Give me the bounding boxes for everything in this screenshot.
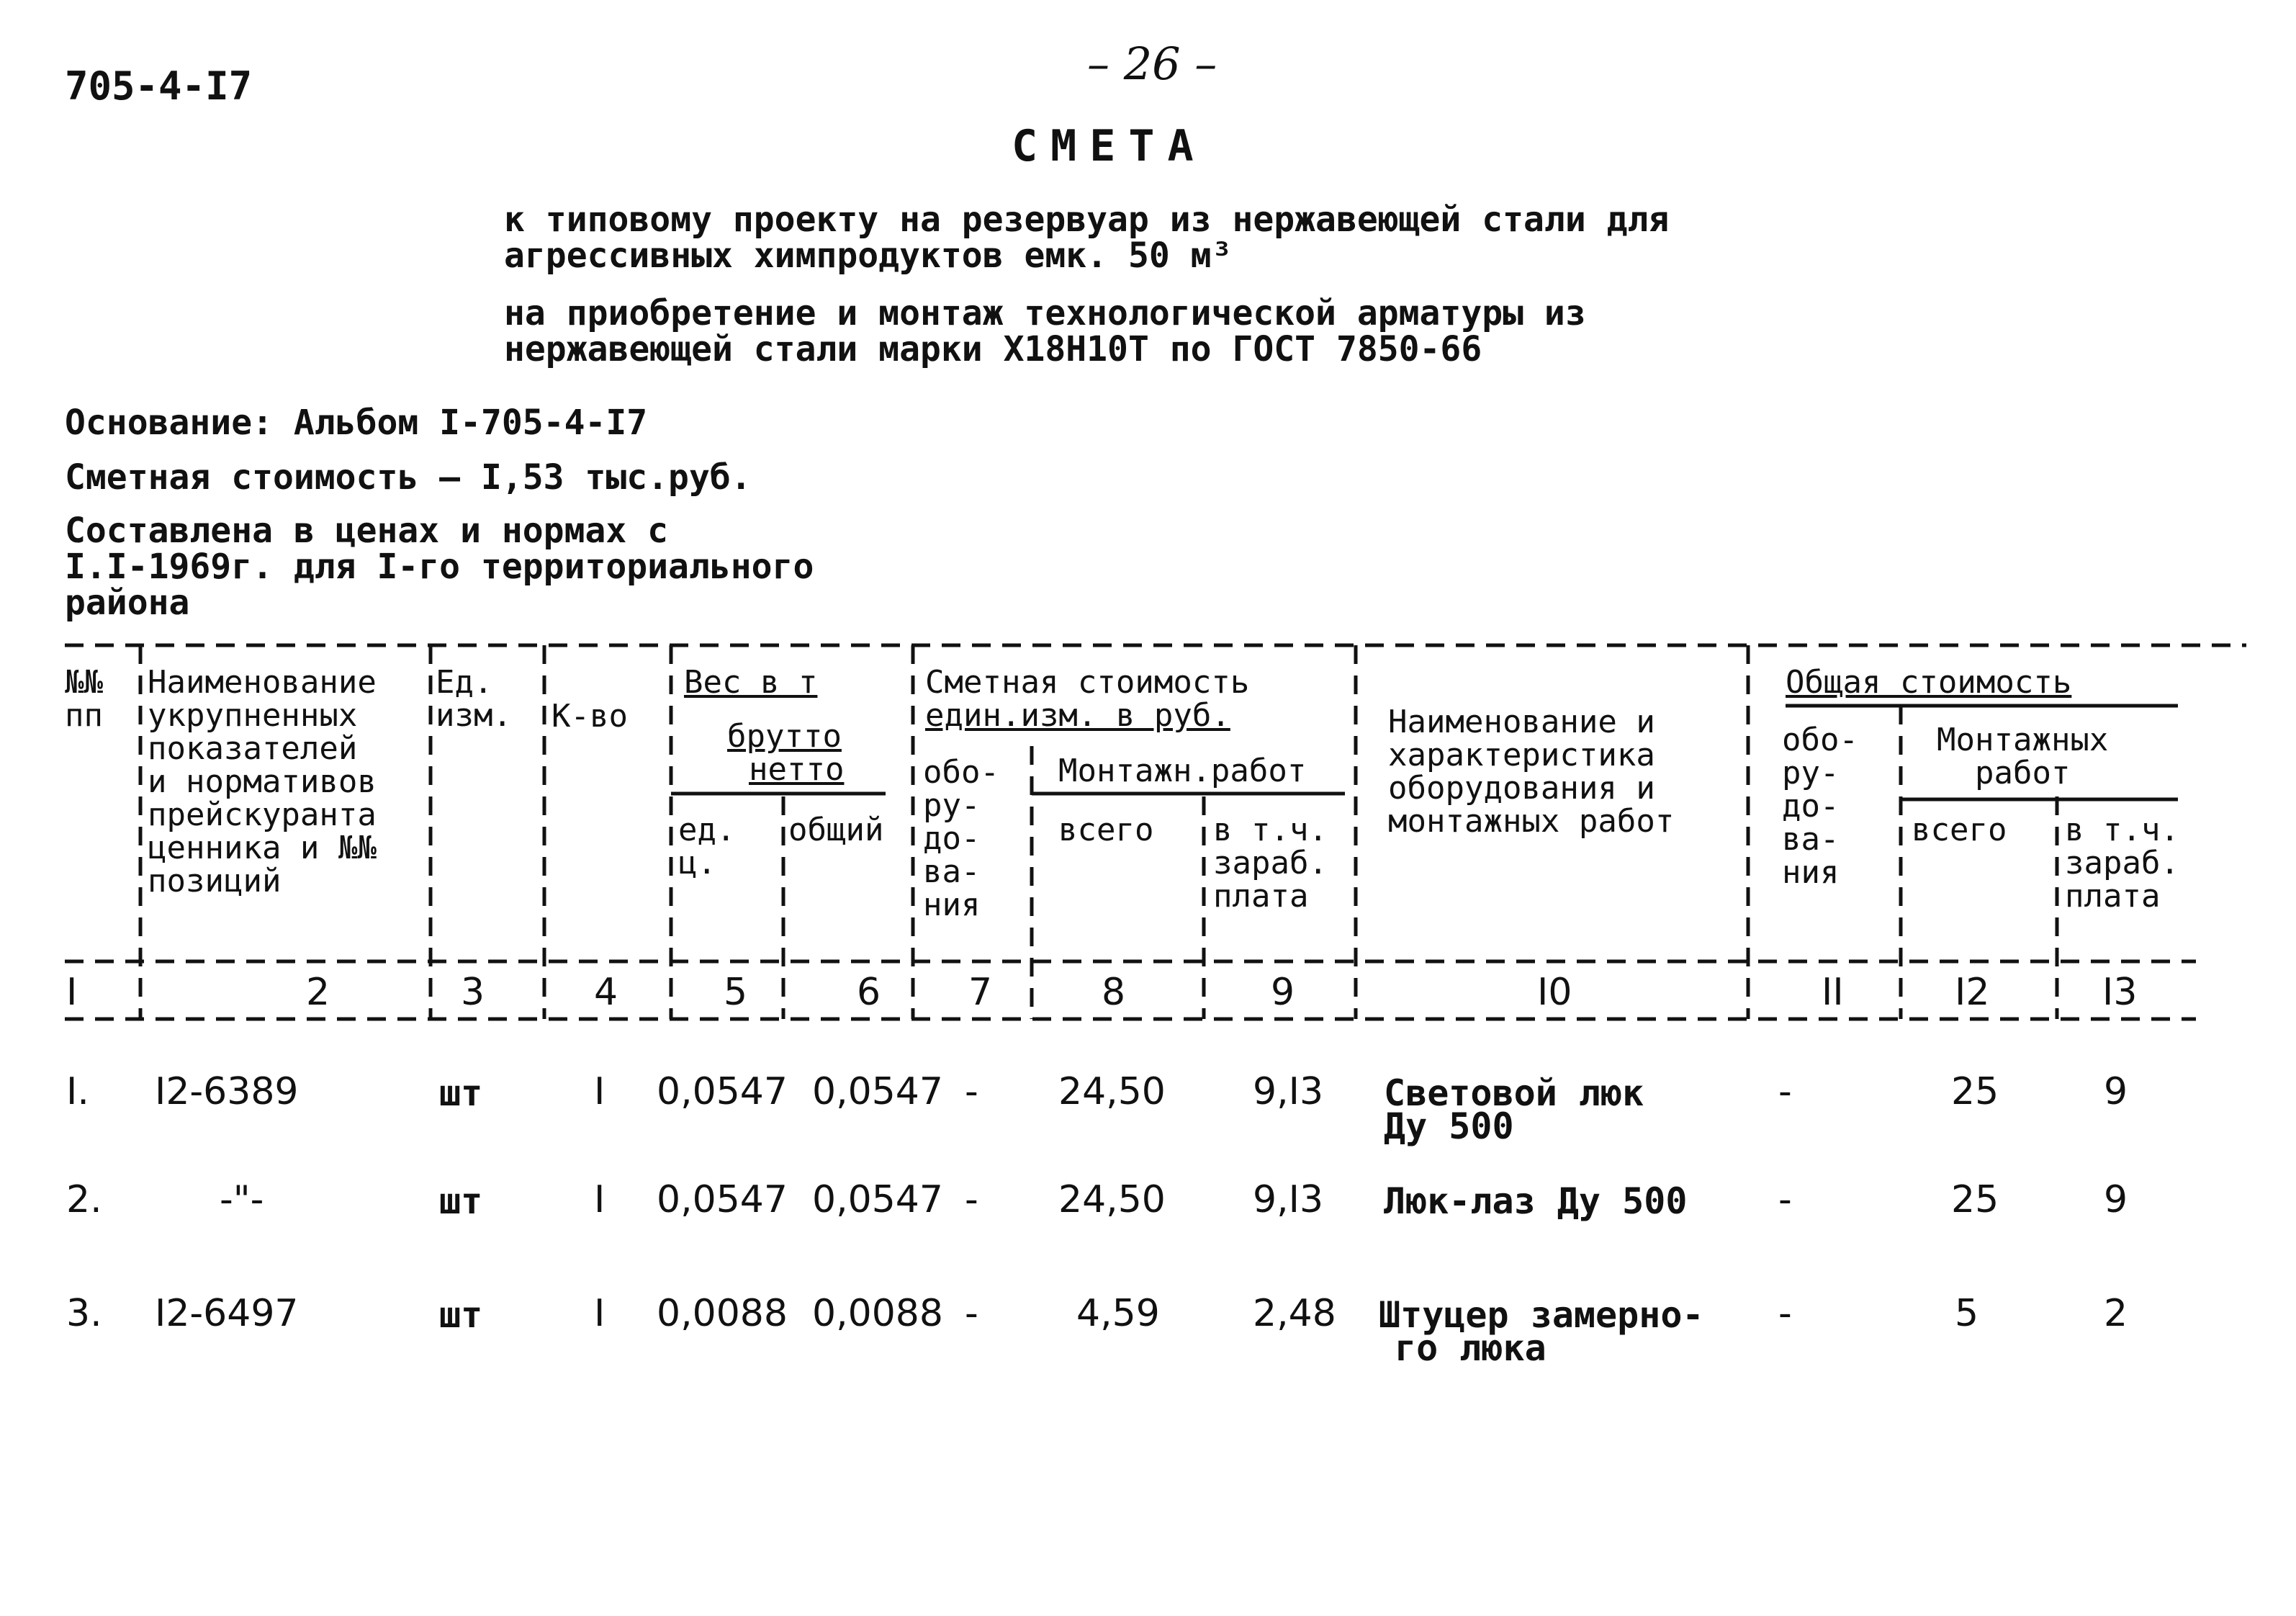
header-total: Общая стоимость: [1786, 664, 2072, 701]
header-col-7: [923, 756, 999, 922]
row-mount-total: 24,50: [1058, 1178, 1166, 1221]
row-qty: I: [594, 1292, 605, 1335]
header-col-1-line: №№: [65, 664, 103, 701]
header-col-3-line: изм.: [436, 697, 512, 734]
header-col-13-line: плата: [2065, 878, 2161, 915]
row-number: 2.: [66, 1178, 102, 1221]
header-col-11: [1782, 724, 1858, 889]
column-number: 4: [594, 971, 618, 1014]
header-col-7-line: ва-: [923, 853, 981, 890]
row-total-equipment: -: [1778, 1178, 1792, 1221]
header-col-9: [1213, 814, 1328, 913]
row-description-line: Световой люк: [1384, 1072, 1644, 1114]
column-number: 3: [461, 971, 485, 1014]
header-estimate-line: Сметная стоимость: [925, 664, 1250, 701]
row-description-line: Штуцер замерно-: [1379, 1294, 1704, 1336]
header-col-2-line: ценника и №№: [148, 830, 377, 866]
subtitle-scope-line-1: на приобретение и монтаж технологической арматуры из: [504, 293, 1586, 333]
column-number: I0: [1537, 971, 1572, 1014]
row-unit: шт: [439, 1180, 483, 1222]
header-col-2: [148, 666, 377, 898]
header-col-9-line: плата: [1213, 878, 1309, 915]
cost-line: Сметная стоимость – I,53 тыс.руб.: [65, 457, 752, 498]
row-code: I2-6497: [155, 1292, 299, 1335]
row-weight-unit: 0,0547: [657, 1070, 788, 1113]
row-total-equipment: -: [1778, 1292, 1792, 1335]
row-description-line: Ду 500: [1384, 1105, 1514, 1147]
header-mount-2: [1937, 724, 2108, 790]
header-col-7-line: ния: [923, 886, 981, 923]
basis-line: Основание: Альбом I-705-4-I7: [65, 403, 648, 443]
row-weight-total: 0,0547: [812, 1070, 943, 1113]
header-col-9-line: зараб.: [1213, 845, 1328, 881]
header-col-7-line: ру-: [923, 787, 981, 824]
row-mount-wage: 9,I3: [1253, 1070, 1324, 1113]
page-number: – 26 –: [1087, 37, 1217, 90]
document-title: СМЕТА: [1012, 121, 1207, 171]
column-number: I: [66, 971, 78, 1014]
row-description-line: го люка: [1395, 1327, 1547, 1369]
subtitle-project-line-2: агрессивных химпродуктов емк. 50 м³: [504, 235, 1233, 276]
header-col-2-line: прейскуранта: [148, 796, 377, 833]
row-qty: I: [594, 1178, 605, 1221]
row-total-equipment: -: [1778, 1070, 1792, 1113]
row-total-wage: 2: [2104, 1292, 2128, 1335]
header-col-12: всего: [1912, 812, 2007, 848]
header-col-10-line: характеристика: [1388, 737, 1655, 773]
header-mount-2-line: работ: [1974, 755, 2071, 791]
row-weight-unit: 0,0088: [657, 1292, 788, 1335]
row-mount-wage: 2,48: [1253, 1292, 1336, 1335]
header-netto: нетто: [749, 751, 845, 788]
subtitle-scope-line-2: нержавеющей стали марки Х18Н10Т по ГОСТ 7850-66: [504, 329, 1482, 369]
header-estimate-line: един.изм. в руб.: [925, 697, 1230, 734]
row-description: [1384, 1180, 1688, 1222]
header-col-2-line: укрупненных: [148, 697, 358, 734]
header-col-7-line: обо-: [923, 754, 999, 791]
row-total-mount: 25: [1951, 1178, 1999, 1221]
row-description: [1384, 1072, 1644, 1147]
row-description-line: Люк-лаз Ду 500: [1384, 1180, 1688, 1222]
column-number: 2: [306, 971, 330, 1014]
header-col-1: [65, 666, 103, 732]
row-unit: шт: [439, 1294, 483, 1336]
header-col-4: К-во: [552, 698, 628, 735]
row-equipment: -: [965, 1178, 978, 1221]
header-col-11-line: ва-: [1782, 821, 1840, 858]
row-mount-total: 24,50: [1058, 1070, 1166, 1113]
row-unit: шт: [439, 1072, 483, 1114]
header-col-9-line: в т.ч.: [1213, 812, 1328, 848]
header-brutto: брутто: [727, 718, 842, 755]
header-col-5: [678, 814, 735, 880]
row-equipment: -: [965, 1070, 978, 1113]
composed-line-3: района: [65, 583, 190, 623]
header-weight: Вес в т: [684, 664, 818, 701]
header-col-5-line: ц.: [678, 845, 716, 881]
subtitle-project-line-1: к типовому проекту на резервуар из нержавеющей стали для: [504, 199, 1670, 240]
header-col-3-line: Ед.: [436, 664, 493, 701]
header-col-2-line: позиций: [148, 863, 282, 899]
header-col-13: [2065, 814, 2179, 913]
row-weight-total: 0,0088: [812, 1292, 943, 1335]
header-col-7-line: до-: [923, 820, 981, 857]
header-col-3: [436, 666, 512, 732]
header-col-11-line: ния: [1782, 854, 1840, 891]
header-col-10-line: монтажных работ: [1388, 803, 1675, 840]
row-total-mount: 25: [1951, 1070, 1999, 1113]
composed-line-1: Составлена в ценах и нормах с: [65, 511, 669, 551]
header-col-6: общий: [788, 812, 884, 848]
row-code: I2-6389: [155, 1070, 299, 1113]
row-qty: I: [594, 1070, 605, 1113]
document-code: 705-4-I7: [65, 63, 253, 109]
row-mount-wage: 9,I3: [1253, 1178, 1324, 1221]
header-mount-2-line: Монтажных: [1937, 722, 2109, 758]
column-number: 9: [1271, 971, 1295, 1014]
row-mount-total: 4,59: [1076, 1292, 1160, 1335]
row-weight-unit: 0,0547: [657, 1178, 788, 1221]
column-number: 7: [968, 971, 993, 1014]
header-col-13-line: в т.ч.: [2065, 812, 2179, 848]
row-weight-total: 0,0547: [812, 1178, 943, 1221]
row-number: 3.: [66, 1292, 102, 1335]
header-col-11-line: до-: [1782, 788, 1840, 825]
header-col-11-line: обо-: [1782, 722, 1858, 758]
header-col-10: [1388, 706, 1674, 838]
header-col-2-line: Наименование: [148, 664, 377, 701]
row-number: I.: [66, 1070, 89, 1113]
column-number: 6: [857, 971, 881, 1014]
row-description: [1379, 1294, 1704, 1369]
header-col-11-line: ру-: [1782, 755, 1840, 791]
header-col-10-line: Наименование и: [1388, 704, 1655, 740]
header-col-13-line: зараб.: [2065, 845, 2179, 881]
column-number: 8: [1102, 971, 1126, 1014]
header-col-2-line: и нормативов: [148, 763, 377, 800]
row-total-wage: 9: [2104, 1070, 2128, 1113]
column-number: II: [1822, 971, 1844, 1014]
column-number: I2: [1955, 971, 1990, 1014]
header-mount: Монтажн.работ: [1058, 753, 1307, 789]
row-total-wage: 9: [2104, 1178, 2128, 1221]
row-total-mount: 5: [1955, 1292, 1979, 1335]
column-number: 5: [724, 971, 748, 1014]
row-equipment: -: [965, 1292, 978, 1335]
header-col-10-line: оборудования и: [1388, 770, 1655, 807]
column-number: I3: [2102, 971, 2138, 1014]
header-col-2-line: показателей: [148, 730, 358, 767]
composed-line-2: I.I-1969г. для I-го территориального: [65, 547, 814, 587]
header-col-1-line: пп: [65, 697, 103, 734]
header-col-8: всего: [1058, 812, 1154, 848]
row-code: -"-: [220, 1178, 264, 1221]
header-estimate: [925, 666, 1249, 732]
header-col-5-line: ед.: [678, 812, 736, 848]
